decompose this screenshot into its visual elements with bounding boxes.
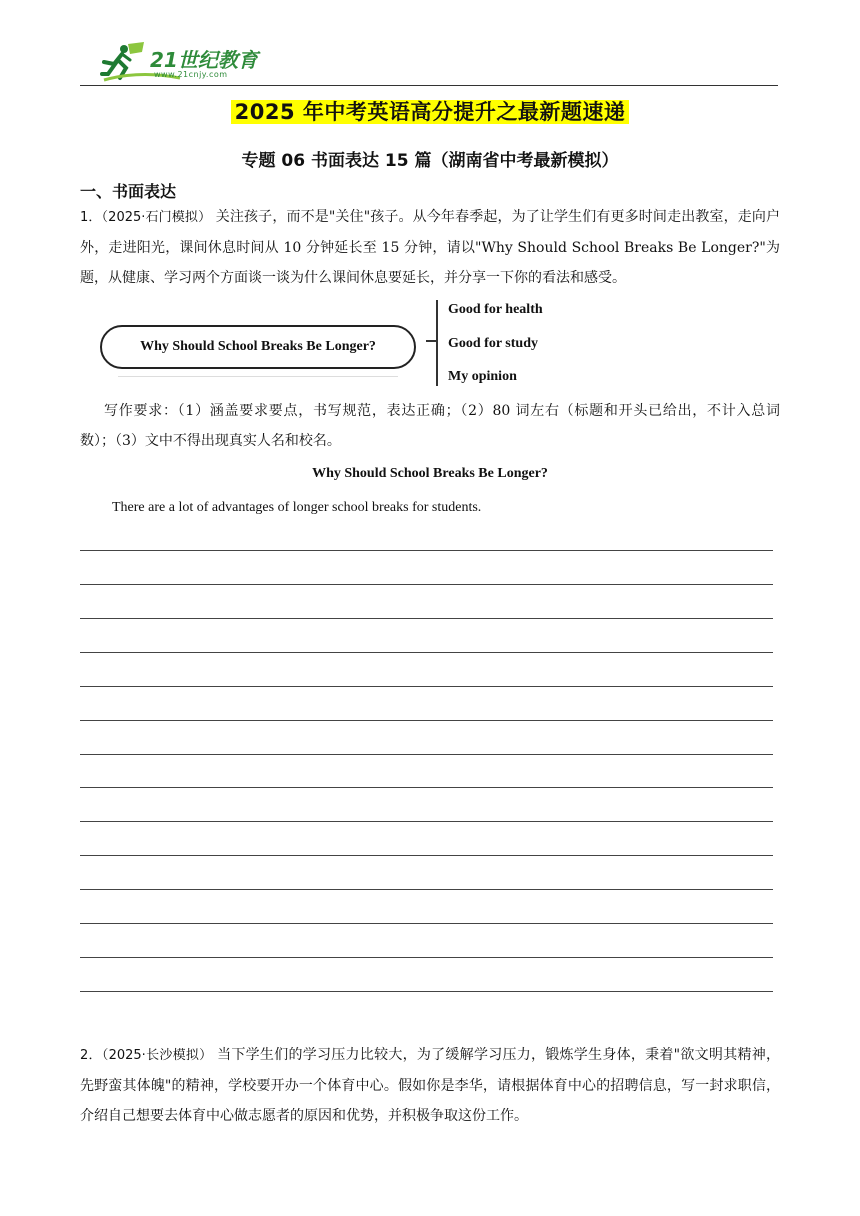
writing-line[interactable] xyxy=(80,923,773,924)
writing-requirements: 写作要求：（1）涵盖要求要点，书写规范，表达正确；（2）80 词左右（标题和开头已给出，不计入总词数）；（3）文中不得出现真实人名和校名。 xyxy=(80,403,780,449)
writing-line[interactable] xyxy=(80,652,773,653)
writing-line[interactable] xyxy=(80,686,773,687)
writing-line[interactable] xyxy=(80,991,773,992)
figure-brace-tick xyxy=(426,340,436,342)
question-1-source: （2025·石门模拟） xyxy=(101,210,212,225)
writing-line[interactable] xyxy=(80,754,773,755)
writing-line[interactable] xyxy=(80,787,773,788)
essay-opening-sentence: There are a lot of advantages of longer school breaks for students. xyxy=(112,500,482,515)
question-1-number: 1． xyxy=(80,210,102,225)
writing-line[interactable] xyxy=(80,957,773,958)
question-1-text: 关注孩子，而不是"关住"孩子。从今年春季起，为了让学生们有更多时间走出教室，走向户外，走进阳光，课间休息时间从 10 分钟延长至 15 分钟，请以"Why Should School Breaks Be Longer?"为题，从健康、学习两个方面谈一谈为什么课间休息要延长，并分享一下你的看法和感受。 xyxy=(80,209,781,286)
question-2-text: 当下学生们的学习压力比较大，为了缓解学习压力，锻炼学生身体，秉着"欲文明其精神，先野蛮其体魄"的精神，学校要开办一个体育中心。假如你是李华，请根据体育中心的招聘信息，写一封求职信，介绍自己想要去体育中心做志愿者的原因和优势，并积极争取这份工作。 xyxy=(80,1047,780,1124)
figure-item-study: Good for study xyxy=(448,336,538,351)
logo-text: 21世纪教育 xyxy=(150,48,258,72)
sub-title: 专题 06 书面表达 15 篇（湖南省中考最新模拟） xyxy=(241,151,619,171)
logo xyxy=(100,40,270,84)
writing-line[interactable] xyxy=(80,821,773,822)
main-title-text: 2025 年中考英语高分提升之最新题速递 xyxy=(231,100,630,124)
writing-line[interactable] xyxy=(80,720,773,721)
writing-line[interactable] xyxy=(80,889,773,890)
figure-divider xyxy=(118,376,398,377)
essay-title: Why Should School Breaks Be Longer? xyxy=(312,466,548,481)
logo-url: www.21cnjy.com xyxy=(154,70,228,79)
writing-line[interactable] xyxy=(80,618,773,619)
writing-line[interactable] xyxy=(80,584,773,585)
figure-title-box: Why Should School Breaks Be Longer? xyxy=(100,325,416,369)
figure-item-health: Good for health xyxy=(448,302,543,317)
writing-line[interactable] xyxy=(80,550,773,551)
main-title xyxy=(0,96,860,126)
question-2-number: 2． xyxy=(80,1048,102,1063)
question-2-prompt xyxy=(80,1040,780,1131)
figure-item-opinion: My opinion xyxy=(448,369,517,384)
writing-line[interactable] xyxy=(80,855,773,856)
question-2-source: （2025·长沙模拟） xyxy=(101,1048,213,1063)
question-1-prompt xyxy=(80,202,780,293)
section-heading: 一、书面表达 xyxy=(80,182,177,201)
header-rule xyxy=(80,85,778,86)
figure-brace xyxy=(436,300,438,386)
